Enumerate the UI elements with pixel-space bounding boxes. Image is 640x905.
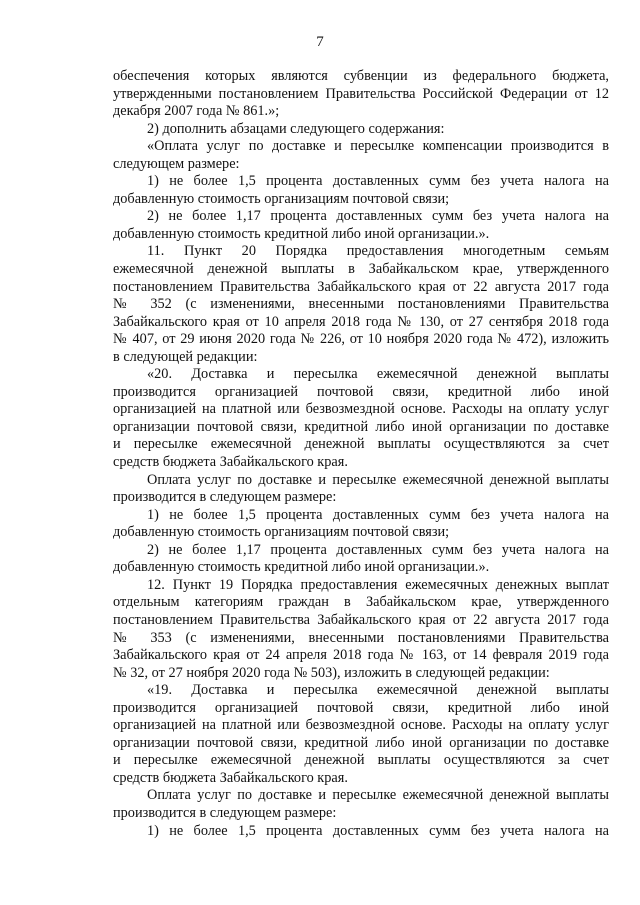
text-line: № 353 (с изменениями, внесенными постановлениями Правительства (113, 629, 609, 646)
text-line: добавленную стоимость организациям почтовой связи; (113, 190, 450, 207)
text-line: организацией на платной или безвозмездной основе. Расходы на оплату услуг (113, 717, 609, 734)
text-line: средств бюджета Забайкальского края. (113, 769, 348, 786)
text-line: организацией на платной или безвозмездной основе. Расходы на оплату услуг (113, 401, 609, 418)
text-line: Оплата услуг по доставке и пересылке ежемесячной денежной выплаты (147, 787, 609, 804)
text-line: 11. Пункт 20 Порядка предоставления многодетным семьям (147, 243, 609, 260)
text-line: № 32, от 27 ноября 2020 года № 503), изложить в следующей редакции: (113, 664, 550, 681)
text-line: 2) не более 1,17 процента доставленных сумм без учета налога на (147, 541, 609, 558)
text-line: и пересылке ежемесячной денежной выплаты осуществляются за счет (113, 752, 609, 769)
text-line: 2) дополнить абзацами следующего содержания: (147, 120, 445, 137)
text-line: и пересылке ежемесячной денежной выплаты осуществляются за счет (113, 436, 609, 453)
text-line: отдельным категориям граждан в Забайкальском крае, утвержденного (113, 594, 609, 611)
text-line: следующем размере: (113, 155, 240, 172)
text-line: декабря 2007 года № 861.»; (113, 103, 280, 120)
text-line: 12. Пункт 19 Порядка предоставления ежемесячных денежных выплат (147, 576, 609, 593)
text-line: 1) не более 1,5 процента доставленных сумм без учета налога на (147, 506, 609, 523)
text-line: Оплата услуг по доставке и пересылке ежемесячной денежной выплаты (147, 471, 609, 488)
text-line: постановлением Правительства Забайкальского края от 22 августа 2017 года (113, 611, 609, 628)
text-line: 1) не более 1,5 процента доставленных сумм без учета налога на (147, 173, 609, 190)
text-line: ежемесячной денежной выплаты в Забайкальском крае, утвержденного (113, 261, 609, 278)
text-line: добавленную стоимость кредитной либо иной организации.». (113, 559, 490, 576)
document-body (113, 68, 609, 840)
text-line: организации почтовой связи, кредитной либо иной организации по доставке (113, 418, 609, 435)
text-line: производится организацией почтовой связи, кредитной либо иной (113, 383, 609, 400)
text-line: 1) не более 1,5 процента доставленных сумм без учета налога на (147, 822, 609, 839)
text-line: организации почтовой связи, кредитной либо иной организации по доставке (113, 734, 609, 751)
text-line: № 407, от 29 июня 2020 года № 226, от 10 ноября 2020 года № 472), изложить (113, 331, 609, 348)
text-line: производится в следующем размере: (113, 489, 337, 506)
text-line: 2) не более 1,17 процента доставленных сумм без учета налога на (147, 208, 609, 225)
text-line: в следующей редакции: (113, 348, 258, 365)
text-line: Забайкальского края от 24 апреля 2018 года № 163, от 14 февраля 2019 года (113, 647, 609, 664)
text-line: «19. Доставка и пересылка ежемесячной денежной выплаты (147, 682, 609, 699)
text-line: производится в следующем размере: (113, 804, 337, 821)
text-line: постановлением Правительства Забайкальского края от 22 августа 2017 года (113, 278, 609, 295)
page-number: 7 (316, 34, 324, 50)
text-line: № 352 (с изменениями, внесенными постановлениями Правительства (113, 296, 609, 313)
text-line: средств бюджета Забайкальского края. (113, 454, 348, 471)
text-line: добавленную стоимость кредитной либо иной организации.». (113, 225, 490, 242)
text-line: «20. Доставка и пересылка ежемесячной денежной выплаты (147, 366, 609, 383)
text-line: производится организацией почтовой связи, кредитной либо иной (113, 699, 609, 716)
text-line: утвержденными постановлением Правительства Российской Федерации от 12 (113, 85, 609, 102)
text-line: «Оплата услуг по доставке и пересылке компенсации производится в (147, 138, 609, 155)
text-line: Забайкальского края от 10 апреля 2018 года № 130, от 27 сентября 2018 года (113, 313, 609, 330)
text-line: обеспечения которых являются субвенции из федерального бюджета, (113, 68, 609, 84)
text-line: добавленную стоимость организациям почтовой связи; (113, 524, 450, 541)
